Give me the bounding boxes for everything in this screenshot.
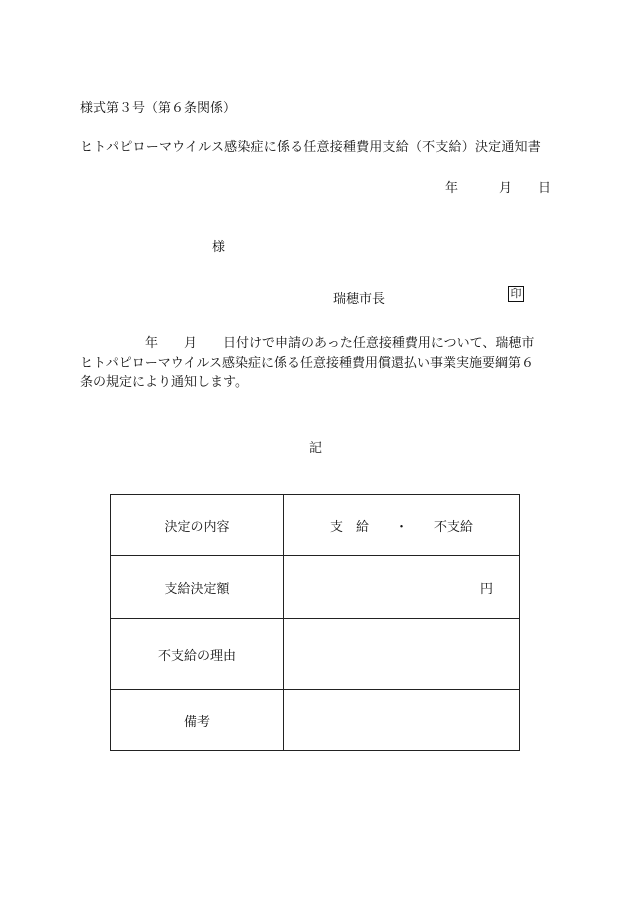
table-row-nonpayment-reason	[111, 619, 520, 690]
decision-content-label: 決定の内容	[111, 495, 284, 556]
table-row-remarks	[111, 690, 520, 751]
notice-body-line: 条の規定により通知します。	[80, 375, 248, 390]
decision-content-value: 支 給 ・ 不支給	[284, 495, 520, 556]
payment-amount-cell	[284, 556, 520, 619]
date-year-label: 年	[445, 181, 459, 196]
notice-body-line: ヒトパピローマウイルス感染症に係る任意接種費用償還払い事業実施要綱第６	[80, 355, 534, 371]
notice-body	[80, 334, 555, 393]
payment-amount-value: 円	[479, 581, 493, 597]
form-number: 様式第３号（第６条関係）	[80, 101, 237, 116]
nonpayment-reason-label: 不支給の理由	[111, 619, 284, 690]
payment-amount-label: 支給決定額	[111, 556, 284, 619]
seal-mark: 印	[508, 286, 524, 302]
date-month-label: 月	[499, 181, 513, 196]
ki-heading: 記	[309, 441, 323, 456]
nonpayment-reason-value	[284, 619, 520, 690]
date-day-label: 日	[538, 181, 552, 196]
addressee-suffix: 様	[212, 240, 226, 255]
table-row-decision-content	[111, 495, 520, 556]
remarks-value	[284, 690, 520, 751]
decision-table	[110, 494, 520, 751]
notice-body-line: 年 月 日付けで申請のあった任意接種費用について、瑞穂市	[80, 336, 535, 351]
document-title: ヒトパピローマウイルス感染症に係る任意接種費用支給（不支給）決定通知書	[80, 140, 541, 155]
table-row-payment-amount	[111, 556, 520, 619]
remarks-label: 備考	[111, 690, 284, 751]
issuer-name: 瑞穂市長	[333, 292, 386, 307]
